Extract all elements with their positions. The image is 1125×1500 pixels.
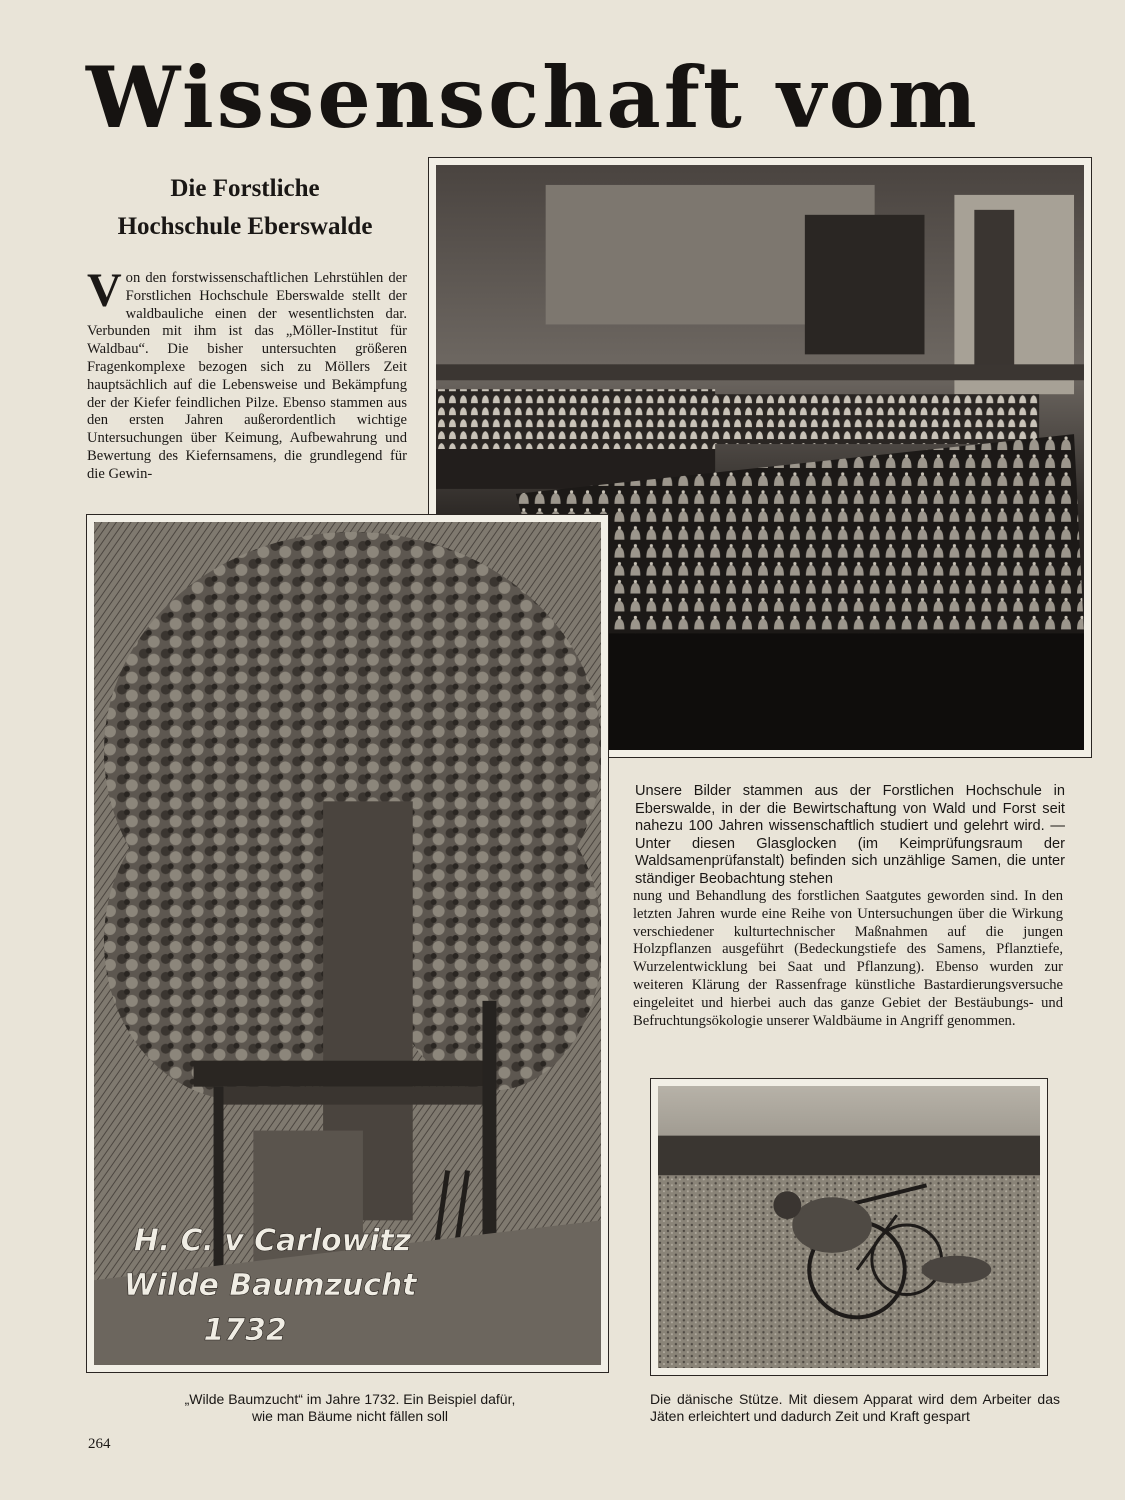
page-headline: Wissenschaft vom [86, 48, 980, 147]
caption-engraving [100, 1391, 600, 1425]
page-number: 264 [88, 1436, 111, 1452]
intro-paragraph [87, 264, 407, 484]
caption-engraving-line-2: wie man Bäume nicht fällen soll [251, 1408, 449, 1424]
caption-danish-support: Die dänische Stütze. Mit diesem Apparat wird dem Arbeiter das Jäten erleichtert und dadurch Zeit und Kraft gespart [650, 1391, 1060, 1424]
drop-cap: V [87, 264, 122, 317]
photo-engraving-tree-felling [86, 514, 609, 1373]
inscription-line-3: 1732 [203, 1313, 287, 1349]
continuation-paragraph: nung und Behandlung des forstlichen Saatgutes geworden sind. In den letzten Jahren wurde eine Reihe von Untersuchungen über die Wirkung verschiedener kulturtechnischer Maßnahmen auf die jungen Holzpflanzen ausgeführt (Bedeckungstiefe des Samens, Pflanztiefe, Wurzelentwicklung bei Saat und Pflanzung). Ebenso wurden zur weiteren Klärung der Rassenfrage künstliche Bastardierungsversuche eingeleitet und hierbei auch das ganze Gebiet der Bestäubungs- und Befruchtungsökologie unserer Waldbäume in Angriff genommen. [633, 888, 1063, 1029]
caption-engraving-line-1: „Wilde Baumzucht“ im Jahre 1732. Ein Beispiel dafür, [184, 1391, 516, 1407]
engraving-image [94, 522, 601, 1365]
inscription-line-1: H. C. v Carlowitz [133, 1223, 412, 1259]
subhead-line-1: Die Forstliche [170, 175, 320, 202]
photo-danish-support [650, 1078, 1048, 1376]
danish-support-image [658, 1086, 1040, 1368]
intro-text: on den forstwissenschaftlichen Lehrstühlen der Forstlichen Hochschule Eberswalde stellt der waldbauliche einen der wesentlichsten dar. Verbunden mit ihm ist das „Möller-Institut für Waldbau“. Die bisher untersuchten größeren Fragenkomplexe bezogen sich zu Möllers Zeit hauptsächlich auf die Lebensweise und Bekämpfung der der Kiefer feindlichen Pilze. Ebenso stammen aus den ersten Jahren außerordentlich wichtige Untersuchungen über Keimung, Aufbewahrung und Bewertung des Kiefernsamens, die grundlegend für die Gewin- [87, 270, 407, 482]
article-subhead [72, 170, 418, 246]
subhead-line-2: Hochschule Eberswalde [117, 213, 373, 240]
inscription-line-2: Wilde Baumzucht [123, 1268, 417, 1304]
caption-germination-room: Unsere Bilder stammen aus der Forstlichen Hochschule in Eberswalde, in der die Bewirtschaftung von Wald und Forst seit nahezu 100 Jahren wissenschaftlich studiert und gelehrt wird. — Unter diesen Glasglocken (im Keimprüfungsraum der Waldsamenprüfanstalt) befinden sich unzählige Samen, die unter ständiger Beobachtung stehen [635, 783, 1065, 887]
